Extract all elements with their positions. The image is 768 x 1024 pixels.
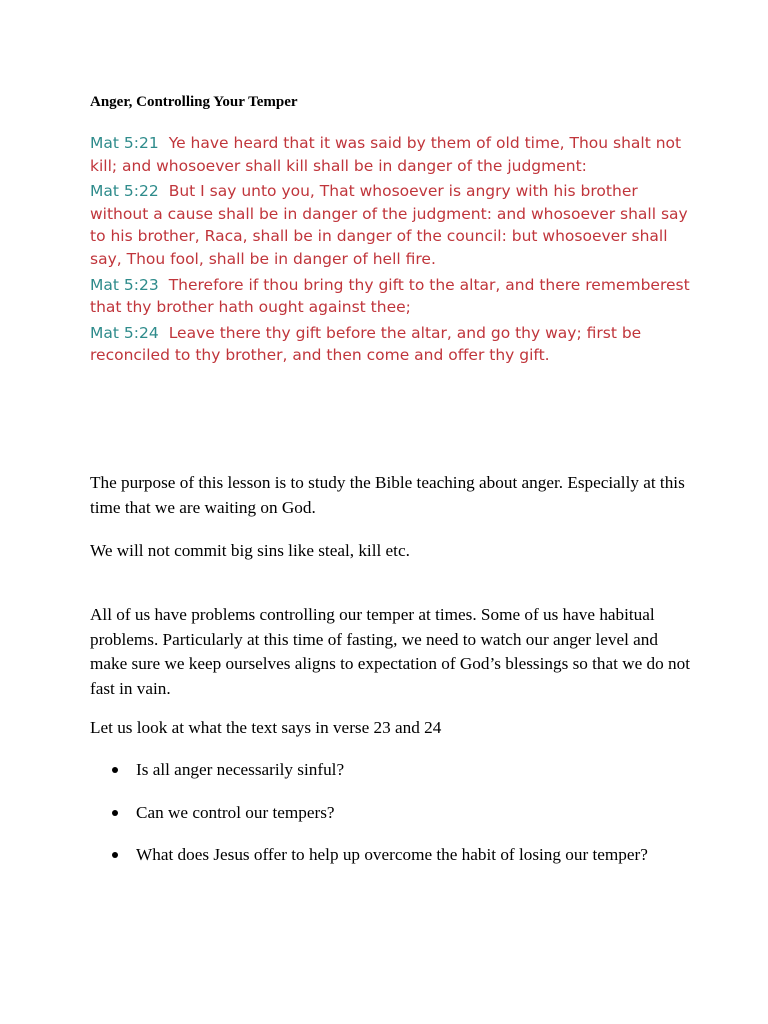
verse-5-21 (90, 132, 690, 177)
verse-text: Leave there thy gift before the altar, and go thy way; first be reconciled to thy brother, and then come and offer thy gift. (90, 323, 642, 365)
verse-reference: Mat 5:22 (90, 182, 159, 201)
verse-text: Therefore if thou bring thy gift to the altar, and there rememberest that thy brother hath ought against thee; (90, 275, 690, 317)
lesson-purpose-paragraph: The purpose of this lesson is to study the Bible teaching about anger. Especially at this time that we are waiting on God. (90, 473, 685, 517)
verse-reference: Mat 5:23 (90, 275, 159, 294)
list-item-text: Is all anger necessarily sinful? (136, 760, 345, 779)
verse-5-24 (90, 322, 690, 367)
verse-reference: Mat 5:21 (90, 134, 159, 152)
verse-text: Ye have heard that it was said by them of old time, Thou shalt not kill; and whosoever shall kill shall be in danger of the judgment: (90, 134, 682, 175)
list-item (90, 843, 690, 868)
bullet-icon (112, 852, 118, 858)
list-item (90, 758, 690, 783)
verse-text: But I say unto you, That whosoever is angry with his brother without a cause shall be in danger of the judgment: and whosoever shall say to his brother, Raca, shall be in danger of the council: but whosoever shall say, Thou fool, shall be in danger of hell fire. (90, 182, 688, 268)
scripture-block (90, 132, 690, 370)
list-item-text: Can we control our tempers? (136, 802, 335, 822)
verse-5-22 (90, 180, 690, 270)
verse-5-23 (90, 274, 690, 319)
text-intro-paragraph: Let us look at what the text says in verse 23 and 24 (90, 718, 442, 737)
question-list (90, 758, 690, 886)
verse-reference: Mat 5:24 (90, 323, 159, 342)
bullet-icon (112, 810, 118, 816)
list-item (90, 801, 690, 826)
list-item-text: What does Jesus offer to help up overcome the habit of losing our temper? (136, 845, 648, 864)
temper-problems-paragraph: All of us have problems controlling our temper at times. Some of us have habitual problems. Particularly at this time of fasting, we need to watch our anger level and make sure we keep ourselves aligns to expectation of God’s blessings so that we do not fast in vain. (90, 605, 691, 698)
document-title: Anger, Controlling Your Temper (90, 94, 298, 110)
bullet-icon (112, 767, 118, 773)
big-sins-paragraph: We will not commit big sins like steal, kill etc. (90, 541, 410, 560)
